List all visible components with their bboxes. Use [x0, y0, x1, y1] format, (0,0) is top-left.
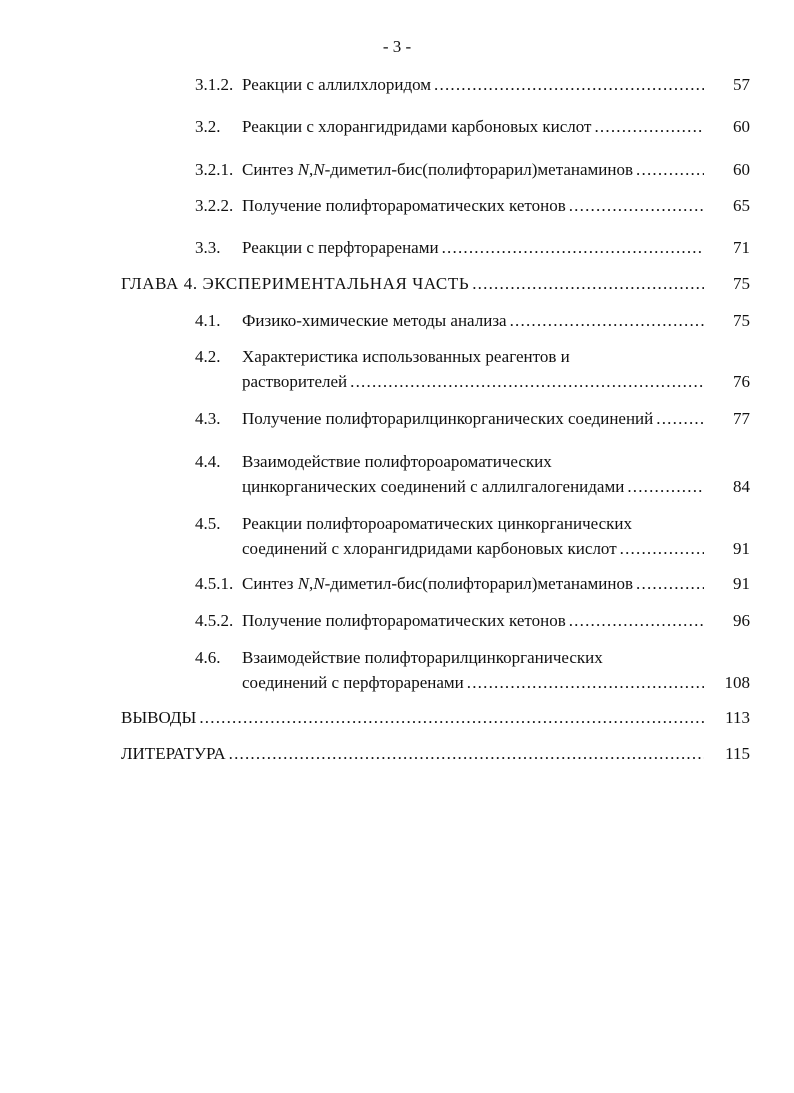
toc-entry-title-line: Взаимодействие полифторарилцинкорганических — [242, 648, 603, 667]
toc-entry-number: 4.5.2. — [195, 611, 234, 630]
toc-entry-page: 91 — [733, 539, 750, 558]
toc-leader — [620, 539, 704, 559]
toc-entry-number: 3.2.1. — [195, 160, 234, 179]
toc-entry-title: Синтез N,N-диметил-бис(полифторарил)метанаминов — [242, 574, 634, 593]
toc-entry-page: 113 — [725, 708, 750, 727]
toc-entry-number: 3.3. — [195, 238, 221, 257]
toc-entry-title: растворителей — [242, 372, 348, 391]
toc-entry-page: 60 — [733, 117, 750, 136]
toc-entry-title: соединений с перфтораренами — [242, 673, 464, 692]
toc-entry[interactable] — [242, 673, 750, 693]
toc-entry-page: 75 — [733, 274, 750, 293]
toc-entry-page: 71 — [733, 238, 750, 257]
toc-entry-number: 4.6. — [195, 648, 221, 667]
toc-entry-title: Реакции с аллилхлоридом — [242, 75, 432, 94]
toc-leader — [199, 708, 704, 728]
toc-entry-page: 108 — [724, 673, 750, 692]
toc-entry[interactable] — [242, 75, 750, 95]
toc-entry[interactable] — [242, 160, 750, 180]
toc-entry[interactable] — [242, 539, 750, 559]
toc-entry-number: 4.1. — [195, 311, 221, 330]
toc-entry[interactable] — [242, 477, 750, 497]
toc-entry-page: 65 — [733, 196, 750, 215]
toc-entry-page: 84 — [733, 477, 750, 496]
toc-leader — [229, 744, 704, 764]
toc-leader — [569, 611, 704, 631]
toc-entry-page: 91 — [733, 574, 750, 593]
toc-entry-title-line: Характеристика использованных реагентов и — [242, 347, 570, 366]
toc-entry-page: 76 — [733, 372, 750, 391]
toc-entry-title: цинкорганических соединений с аллилгалогенидами — [242, 477, 625, 496]
toc-chapter-title: ГЛАВА 4. ЭКСПЕРИМЕНТАЛЬНАЯ ЧАСТЬ — [121, 274, 470, 293]
toc-entry-title: Получение полифторарилцинкорганических соединений — [242, 409, 654, 428]
toc-chapter-entry[interactable] — [121, 744, 750, 764]
toc-entry[interactable] — [242, 117, 750, 137]
toc-entry-number: 3.2. — [195, 117, 221, 136]
toc-entry-title: Получение полифтораромaтических кетонов — [242, 611, 566, 630]
toc-entry-page: 75 — [733, 311, 750, 330]
toc-entry-number: 4.4. — [195, 452, 221, 471]
toc-entry-page: 60 — [733, 160, 750, 179]
toc-leader — [569, 196, 704, 216]
toc-leader — [350, 372, 704, 392]
toc-leader — [442, 238, 704, 258]
toc-entry-title: Реакции с хлорангидридами карбоновых кислот — [242, 117, 592, 136]
toc-entry-number: 4.5.1. — [195, 574, 234, 593]
toc-leader — [656, 409, 704, 429]
toc-entry[interactable] — [242, 409, 750, 429]
toc-entry[interactable] — [242, 574, 750, 594]
toc-entry-title: Получение полифтораромaтических кетонов — [242, 196, 566, 215]
toc-chapter-entry[interactable] — [121, 274, 750, 294]
toc-entry[interactable] — [242, 611, 750, 631]
toc-entry-title-line: Реакции полифтороароматических цинкорганических — [242, 514, 632, 533]
toc-leader — [627, 477, 704, 497]
toc-leader — [636, 160, 704, 180]
toc-leader — [510, 311, 704, 331]
toc-chapter-entry[interactable] — [121, 708, 750, 728]
toc-leader — [434, 75, 704, 95]
toc-leader — [472, 274, 704, 294]
toc-entry-page: 77 — [733, 409, 750, 428]
toc-entry-page: 57 — [733, 75, 750, 94]
toc-entry[interactable] — [242, 238, 750, 258]
toc-entry-title: Реакции с перфтораренами — [242, 238, 439, 257]
toc-leader — [467, 673, 704, 693]
toc-chapter-title: ВЫВОДЫ — [121, 708, 197, 727]
toc-entry-title-line: Взаимодействие полифтороароматических — [242, 452, 552, 471]
toc-entry-number: 3.2.2. — [195, 196, 234, 215]
toc-entry-number: 4.5. — [195, 514, 221, 533]
page-number: - 3 - — [382, 37, 412, 56]
toc-entry[interactable] — [242, 196, 750, 216]
toc-chapter-title: ЛИТЕРАТУРА — [121, 744, 226, 763]
toc-entry-title: Физико-химические методы анализа — [242, 311, 507, 330]
toc-entry-title: соединений с хлорангидридами карбоновых кислот — [242, 539, 617, 558]
toc-entry-page: 115 — [725, 744, 750, 763]
toc-entry[interactable] — [242, 372, 750, 392]
toc-entry-number: 3.1.2. — [195, 75, 234, 94]
toc-entry-number: 4.2. — [195, 347, 221, 366]
toc-leader — [594, 117, 704, 137]
toc-entry-number: 4.3. — [195, 409, 221, 428]
toc-entry-page: 96 — [733, 611, 750, 630]
toc-leader — [636, 574, 704, 594]
toc-entry-title: Синтез N,N-диметил-бис(полифторарил)метанаминов — [242, 160, 634, 179]
toc-entry[interactable] — [242, 311, 750, 331]
